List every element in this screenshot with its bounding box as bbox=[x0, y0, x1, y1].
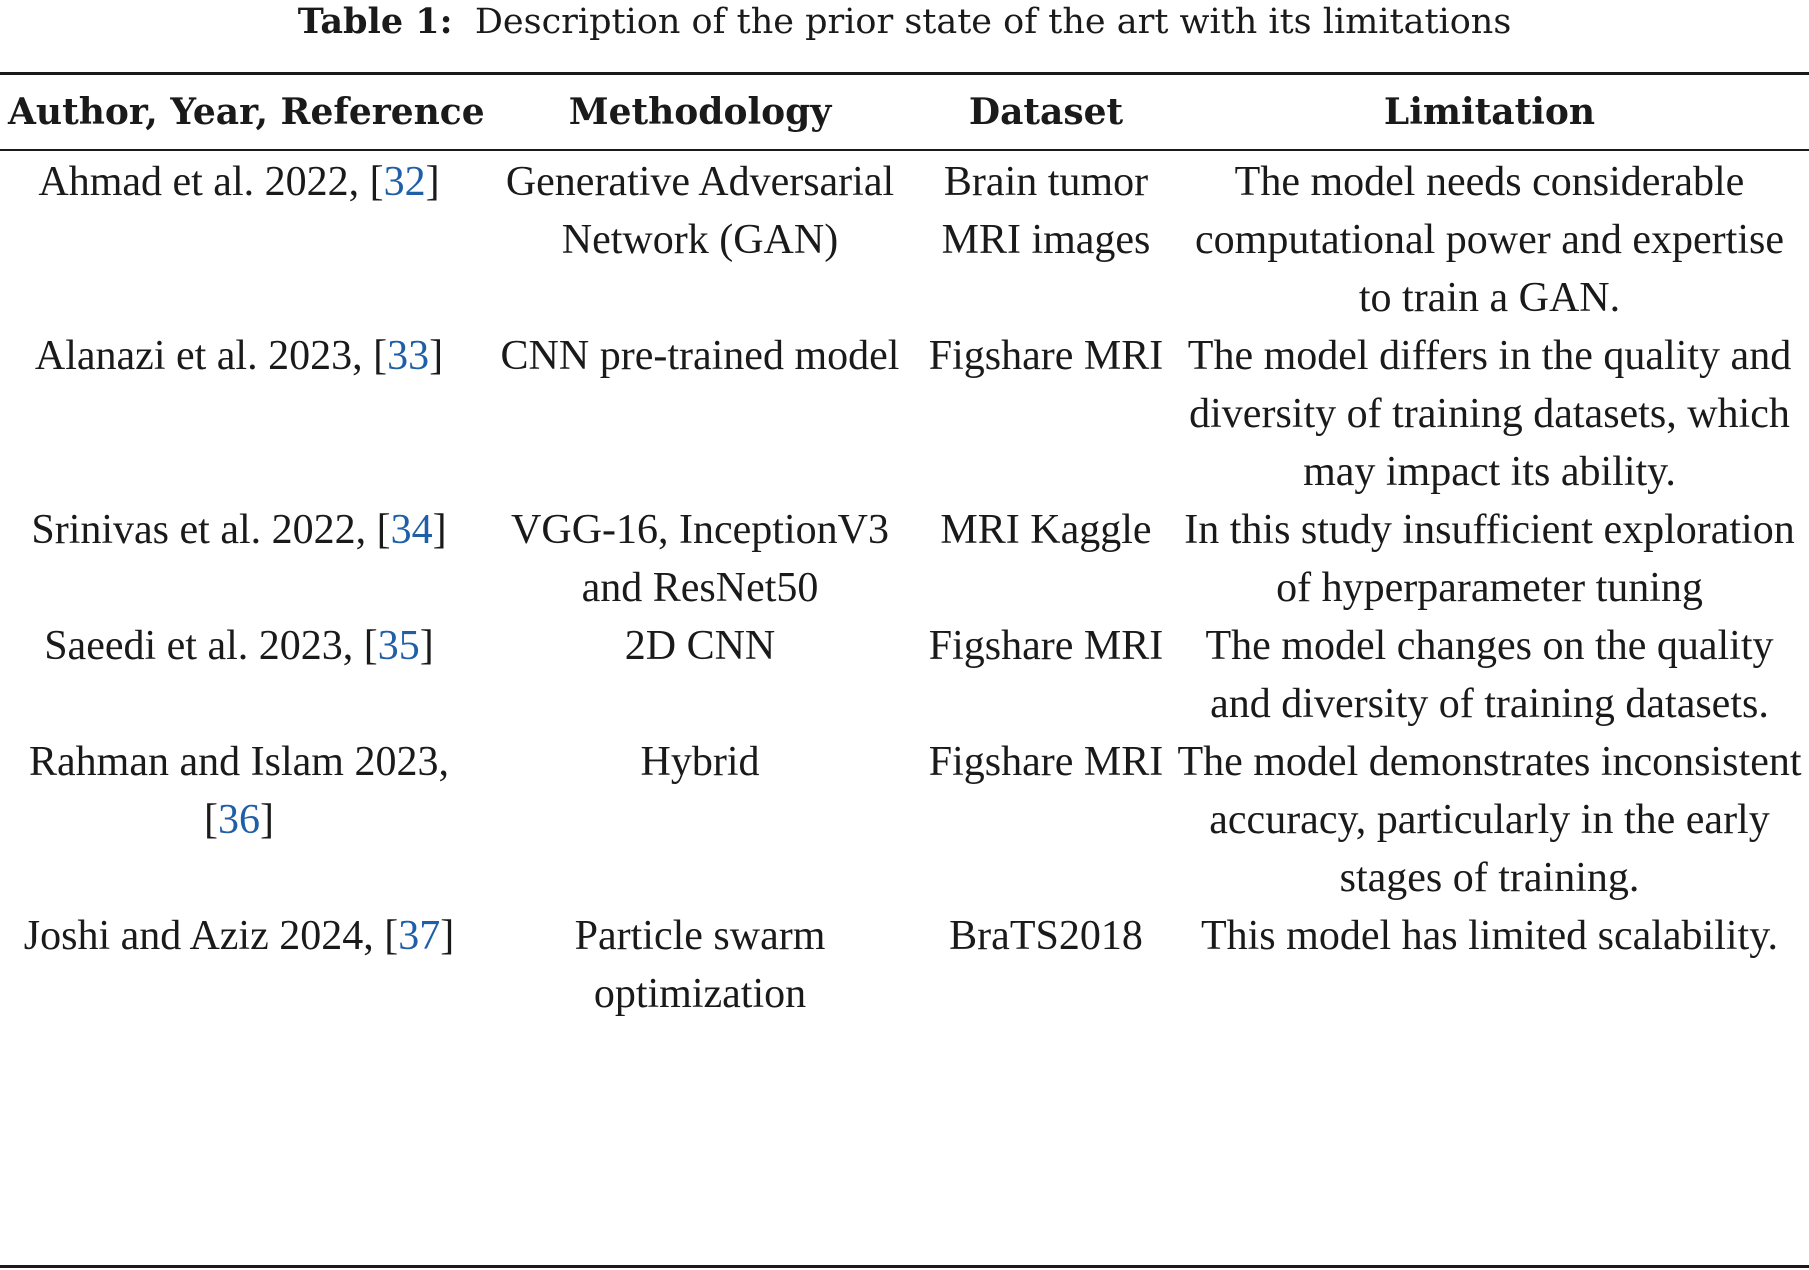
cell-methodology: CNN pre-trained model bbox=[500, 333, 900, 379]
reference-link[interactable]: 37 bbox=[398, 913, 441, 959]
author-text: Ahmad et al. 2022, bbox=[38, 159, 370, 205]
cell-author: Rahman and Islam 2023, [36] bbox=[29, 739, 449, 843]
caption-text: Description of the prior state of the art with its limitations bbox=[474, 2, 1512, 42]
cell-methodology: Particle swarm optimization bbox=[574, 913, 826, 1017]
cell-dataset: Figshare MRI bbox=[928, 623, 1164, 669]
cell-methodology: VGG-16, InceptionV3 and ResNet50 bbox=[511, 507, 889, 611]
cell-methodology: 2D CNN bbox=[624, 623, 776, 669]
reference-link[interactable]: 32 bbox=[383, 159, 426, 205]
table-row bbox=[0, 907, 1809, 1023]
cell-methodology: Generative Adversarial Network (GAN) bbox=[505, 159, 895, 263]
cell-limitation: The model changes on the quality and diversity of training datasets. bbox=[1205, 623, 1774, 727]
author-text: Joshi and Aziz 2024, bbox=[23, 913, 385, 959]
table-row bbox=[0, 327, 1809, 501]
table-header-row bbox=[0, 75, 1809, 149]
cell-author: Srinivas et al. 2022, [34] bbox=[31, 507, 447, 553]
cell-author: Joshi and Aziz 2024, [37] bbox=[23, 913, 455, 959]
cell-methodology: Hybrid bbox=[640, 739, 760, 785]
header-limitation: Limitation bbox=[1383, 91, 1596, 133]
author-text: Srinivas et al. 2022, bbox=[31, 507, 377, 553]
author-text: Alanazi et al. 2023, bbox=[34, 333, 374, 379]
reference-link[interactable]: 33 bbox=[387, 333, 430, 379]
cell-author: Alanazi et al. 2023, [33] bbox=[34, 333, 444, 379]
cell-limitation: The model demonstrates inconsistent accuracy, particularly in the early stages of training. bbox=[1177, 739, 1802, 901]
cell-dataset: Figshare MRI bbox=[928, 739, 1164, 785]
table-row bbox=[0, 617, 1809, 733]
table-row bbox=[0, 149, 1809, 327]
cell-limitation: The model differs in the quality and diversity of training datasets, which may impact its ability. bbox=[1187, 333, 1792, 495]
cell-dataset: Brain tumor MRI images bbox=[941, 159, 1151, 263]
reference-link[interactable]: 34 bbox=[390, 507, 433, 553]
cell-limitation: The model needs considerable computational power and expertise to train a GAN. bbox=[1195, 159, 1784, 321]
cell-dataset: Figshare MRI bbox=[928, 333, 1164, 379]
state-of-art-table bbox=[0, 75, 1809, 1023]
table-row bbox=[0, 733, 1809, 907]
header-dataset: Dataset bbox=[968, 91, 1124, 133]
author-text: Saeedi et al. 2023, bbox=[44, 623, 364, 669]
author-text: Rahman and Islam 2023, bbox=[29, 739, 449, 785]
cell-author: Ahmad et al. 2022, [32] bbox=[38, 159, 440, 205]
cell-dataset: MRI Kaggle bbox=[940, 507, 1152, 553]
cell-author: Saeedi et al. 2023, [35] bbox=[44, 623, 434, 669]
table-caption bbox=[0, 0, 1809, 44]
table-bottom-rule bbox=[0, 1265, 1809, 1268]
caption-label: Table 1: bbox=[297, 1, 453, 42]
table-row bbox=[0, 501, 1809, 617]
cell-dataset: BraTS2018 bbox=[949, 913, 1143, 959]
header-methodology: Methodology bbox=[568, 91, 832, 133]
reference-link[interactable]: 35 bbox=[377, 623, 420, 669]
reference-link[interactable]: 36 bbox=[218, 797, 260, 843]
header-author: Author, Year, Reference bbox=[8, 91, 485, 133]
cell-limitation: This model has limited scalability. bbox=[1200, 913, 1778, 959]
cell-limitation: In this study insufficient exploration of hyperparameter tuning bbox=[1184, 507, 1795, 611]
